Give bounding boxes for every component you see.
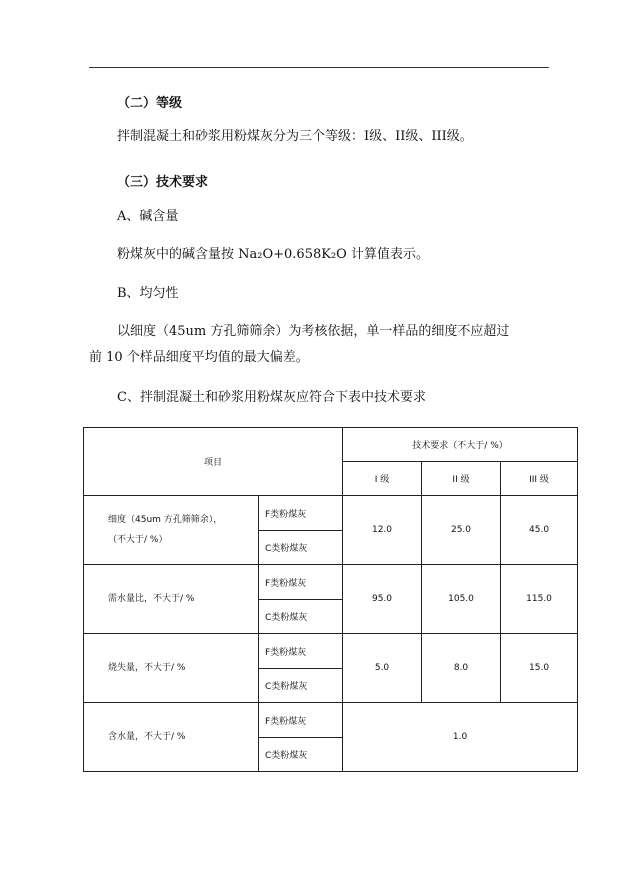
grade-text: 拌制混凝土和砂浆用粉煤灰分为三个等级：Ⅰ级、II级、III级。 [117,129,473,144]
header-rule [89,67,549,68]
moisture-content-value: 1.0 [343,703,578,772]
water-demand-grade-i: 95.0 [343,565,422,634]
moisture-content-label: 含水量，不大于/ % [84,703,259,772]
table-row [84,703,578,738]
type-c-label: C类粉煤灰 [259,531,343,565]
grade-heading: （二）等级 [117,96,183,111]
fineness-grade-ii: 25.0 [422,496,501,565]
fineness-label [84,496,259,565]
grade-iii-header: III 级 [501,462,578,496]
loss-on-ignition-grade-i: 5.0 [343,634,422,703]
loss-on-ignition-label: 烧失量，不大于/ % [84,634,259,703]
uniformity-text-1: 以细度（45um 方孔筛筛余）为考核依据，单一样品的细度不应超过 [117,324,510,339]
table-header-row [84,428,578,462]
requirement-header: 技术要求（不大于/ %） [343,428,578,462]
water-demand-grade-iii: 115.0 [501,565,578,634]
type-f-label: F类粉煤灰 [259,496,343,531]
tech-heading: （三）技术要求 [117,175,209,190]
table-row [84,496,578,531]
item-header: 项目 [84,428,343,496]
loss-on-ignition-grade-ii: 8.0 [422,634,501,703]
fineness-label-line-1: 细度（45um 方孔筛筛余）， [108,515,223,525]
tech-requirements-table [83,427,578,772]
fineness-grade-i: 12.0 [343,496,422,565]
uniformity-text-2: 前 10 个样品细度平均值的最大偏差。 [89,350,309,365]
uniformity-label: B、均匀性 [117,286,179,301]
table-intro: C、拌制混凝土和砂浆用粉煤灰应符合下表中技术要求 [117,390,426,405]
fineness-grade-iii: 45.0 [501,496,578,565]
alkali-text: 粉煤灰中的碱含量按 Na₂O+0.658K₂O 计算值表示。 [117,247,429,262]
grade-i-header: I 级 [343,462,422,496]
loss-on-ignition-grade-iii: 15.0 [501,634,578,703]
table-row [84,565,578,600]
water-demand-label: 需水量比，不大于/ % [84,565,259,634]
type-f-label: F类粉煤灰 [259,565,343,600]
table-row [84,634,578,669]
type-c-label: C类粉煤灰 [259,669,343,703]
type-f-label: F类粉煤灰 [259,634,343,669]
grade-ii-header: II 级 [422,462,501,496]
alkali-label: A、碱含量 [117,209,179,224]
fineness-label-line-2: （不大于/ %） [108,535,168,545]
type-f-label: F类粉煤灰 [259,703,343,738]
type-c-label: C类粉煤灰 [259,600,343,634]
type-c-label: C类粉煤灰 [259,738,343,772]
water-demand-grade-ii: 105.0 [422,565,501,634]
